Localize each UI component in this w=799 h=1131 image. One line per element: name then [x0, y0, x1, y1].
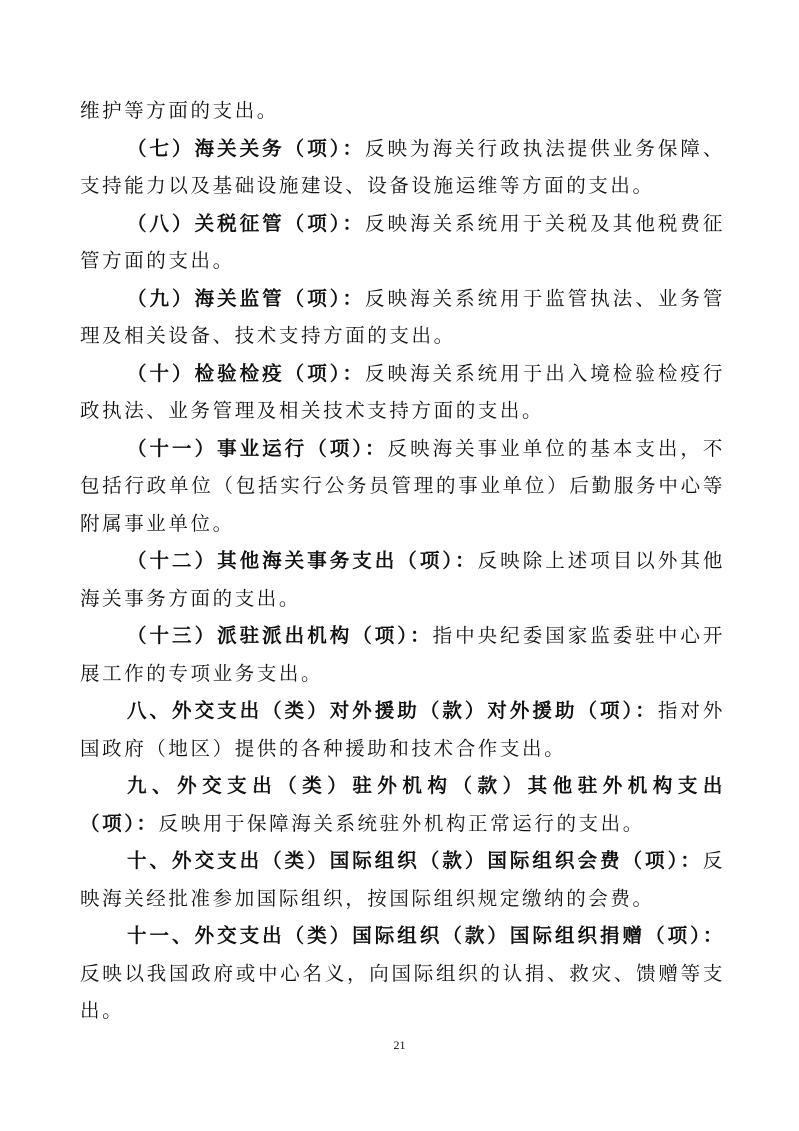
paragraph-text: 反映海关经批准参加国际组织，按国际组织规定缴纳的会费。 — [80, 849, 725, 910]
paragraph-heading: 十、外交支出（类）国际组织（款）国际组织会费（项）： — [127, 849, 703, 872]
paragraph-text: 指中央纪委国家监委驻中心开展工作的专项业务支出。 — [80, 624, 725, 685]
paragraph-inspection-quarantine — [80, 355, 725, 430]
paragraph-heading: 八、外交支出（类）对外援助（款）对外援助（项）： — [127, 699, 658, 722]
paragraph-dispatched-agencies — [80, 617, 725, 692]
paragraph-customs-supervision — [80, 280, 725, 355]
paragraph-text: 反映海关系统用于出入境检验检疫行政执法、业务管理及相关技术支持方面的支出。 — [80, 361, 725, 422]
paragraph-heading: （十）检验检疫（项）： — [127, 361, 366, 385]
paragraph-text: 反映海关系统用于监管执法、业务管理及相关设备、技术支持方面的支出。 — [80, 286, 725, 347]
document-body — [80, 92, 725, 1030]
paragraph-foreign-aid — [80, 692, 725, 767]
paragraph-heading: （十一）事业运行（项）： — [127, 436, 388, 460]
paragraph-heading: 九、外交支出（类）驻外机构（款）其他驻外机构支出（项）： — [80, 774, 725, 835]
paragraph-overseas-agencies — [80, 767, 725, 842]
paragraph-text: 指对外国政府（地区）提供的各种援助和技术合作支出。 — [80, 699, 725, 760]
paragraph-tariff-collection — [80, 205, 725, 280]
paragraph-text: 反映除上述项目以外其他海关事务方面的支出。 — [80, 549, 725, 610]
paragraph-heading: （九）海关监管（项）： — [127, 286, 366, 310]
paragraph-heading: （八）关税征管（项）： — [127, 211, 366, 235]
paragraph-heading: （十二）其他海关事务支出（项）： — [127, 549, 478, 572]
paragraph-text: 维护等方面的支出。 — [80, 99, 279, 122]
paragraph-international-org-fees — [80, 842, 725, 917]
paragraph-continuation — [80, 92, 725, 130]
paragraph-text: 反映为海关行政执法提供业务保障、支持能力以及基础设施建设、设备设施运维等方面的支出。 — [80, 136, 725, 197]
paragraph-other-customs-expenses — [80, 542, 725, 617]
page-number: 21 — [393, 1038, 406, 1052]
paragraph-heading: （七）海关关务（项）： — [127, 136, 366, 160]
paragraph-text: 反映以我国政府或中心名义，向国际组织的认捐、救灾、馈赠等支出。 — [80, 961, 725, 1022]
paragraph-institution-operation — [80, 430, 725, 543]
paragraph-text: 反映海关事业单位的基本支出，不包括行政单位（包括实行公务员管理的事业单位）后勤服务中心等附属事业单位。 — [80, 436, 725, 535]
paragraph-international-org-donations — [80, 917, 725, 1030]
paragraph-customs-affairs — [80, 130, 725, 205]
paragraph-heading: 十一、外交支出（类）国际组织（款）国际组织捐赠（项）： — [127, 924, 725, 947]
paragraph-text: 反映用于保障海关系统驻外机构正常运行的支出。 — [158, 811, 645, 835]
paragraph-heading: （十三）派驻派出机构（项）： — [127, 624, 433, 647]
paragraph-text: 反映海关系统用于关税及其他税费征管方面的支出。 — [80, 211, 725, 272]
